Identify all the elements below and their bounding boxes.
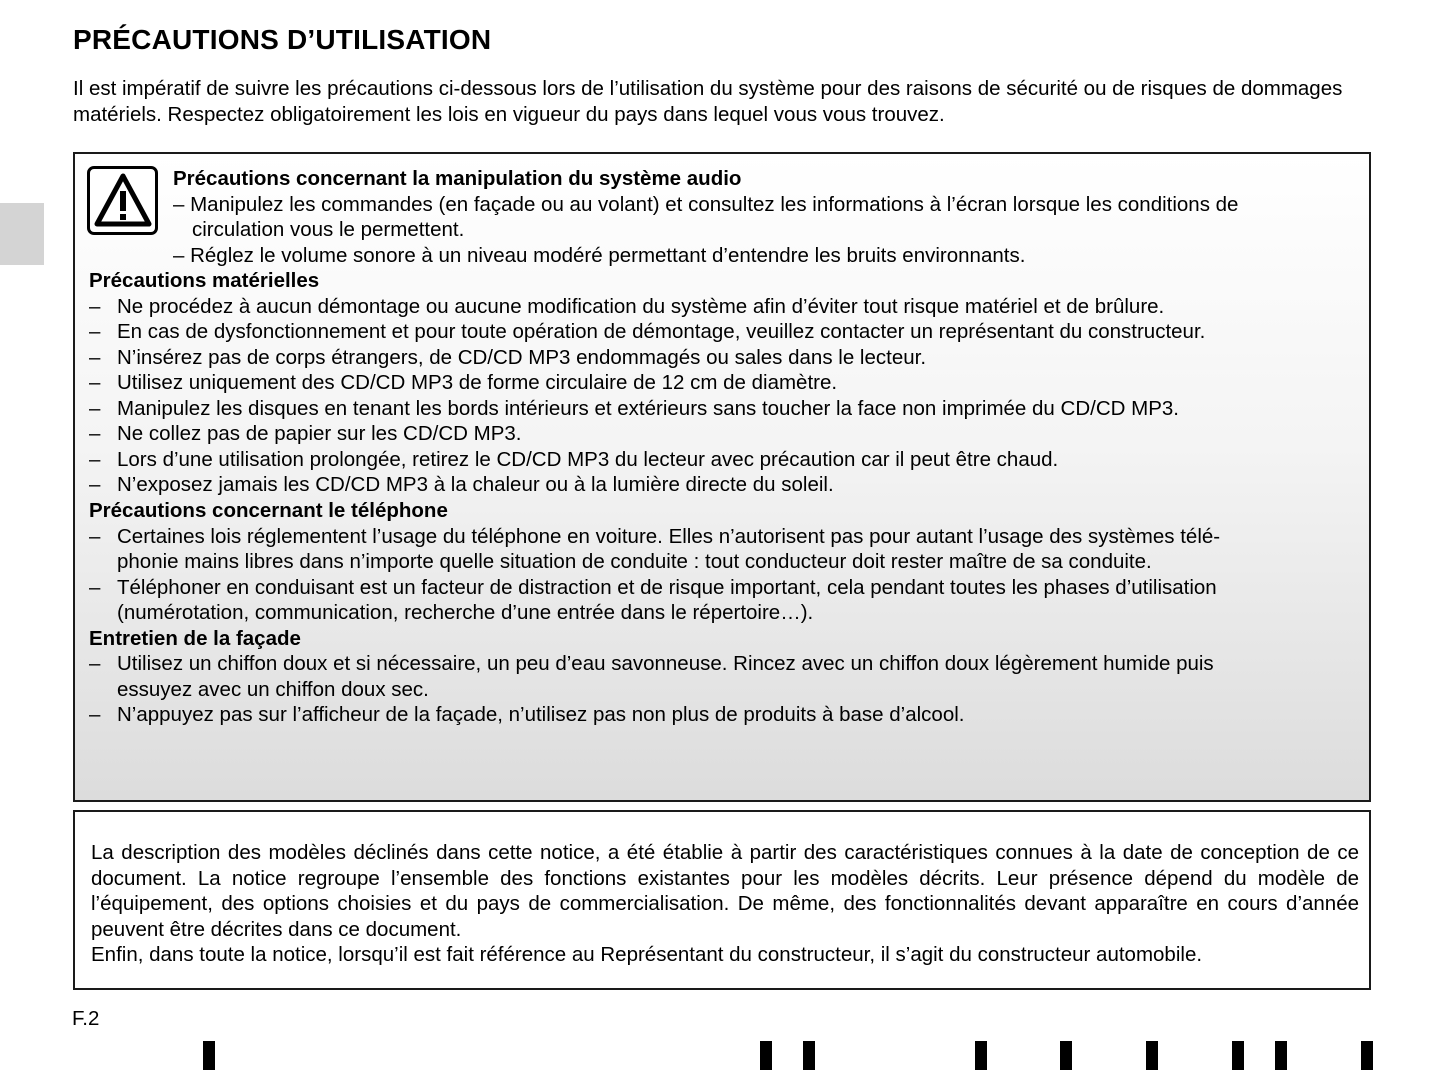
list-item-text: Lors d’une utilisation prolongée, retirez le CD/CD MP3 du lecteur avec précaution car il peut être chaud. <box>117 448 1059 471</box>
audio-item-2: – Réglez le volume sonore à un niveau modéré permettant d’entendre les bruits environnants. <box>173 244 1026 267</box>
list-item-text: N’appuyez pas sur l’afficheur de la façade, n’utilisez pas non plus de produits à base d’alcool. <box>117 703 965 726</box>
notice-text <box>91 840 1359 968</box>
registration-mark <box>203 1041 215 1070</box>
list-item-text: essuyez avec un chiffon doux sec. <box>117 678 429 701</box>
list-item-text: Utilisez un chiffon doux et si nécessaire, un peu d’eau savonneuse. Rincez avec un chiffon doux légèrement humide puis <box>117 652 1214 675</box>
dash: – <box>89 320 101 343</box>
page-title: PRÉCAUTIONS D’UTILISATION <box>73 24 492 55</box>
notice-paragraph-1: La description des modèles déclinés dans cette notice, a été établie à partir des caractéristiques connues à la date de conception de ce document. La notice regroupe l’ensemble des fonctions existantes pour les modèles décrits. Leur présence dépend du modèle de l’équipement, des options choisies et du pays de commercialisation. De même, des fonctionnalités devant apparaître en cours d’année peuvent être décrites dans ce document. <box>91 841 1359 941</box>
dash: – <box>89 397 101 420</box>
registration-mark <box>1275 1041 1287 1070</box>
materiel-heading: Précautions matérielles <box>89 269 320 292</box>
facade-heading: Entretien de la façade <box>89 627 301 650</box>
list-item-text: En cas de dysfonctionnement et pour toute opération de démontage, veuillez contacter un représentant du constructeur. <box>117 320 1206 343</box>
registration-mark <box>1060 1041 1072 1070</box>
list-item-text: Ne collez pas de papier sur les CD/CD MP3. <box>117 422 522 445</box>
dash: – <box>89 703 101 726</box>
side-tab-marker <box>0 203 44 265</box>
list-item-text: Téléphoner en conduisant est un facteur de distraction et de risque important, cela pendant toutes les phases d’utilisation <box>117 576 1217 599</box>
precautions-box <box>73 152 1371 802</box>
telephone-heading: Précautions concernant le téléphone <box>89 499 448 522</box>
dash: – <box>89 448 101 471</box>
dash: – <box>89 346 101 369</box>
notice-paragraph-2: Enfin, dans toute la notice, lorsqu’il est fait référence au Représentant du constructeur, il s’agit du constructeur automobile. <box>91 943 1203 966</box>
registration-mark <box>1232 1041 1244 1070</box>
dash: – <box>89 576 101 599</box>
dash: – <box>89 371 101 394</box>
dash: – <box>89 295 101 318</box>
registration-mark <box>1146 1041 1158 1070</box>
list-item-text: N’insérez pas de corps étrangers, de CD/CD MP3 endommagés ou sales dans le lecteur. <box>117 346 927 369</box>
list-item-text: phonie mains libres dans n’importe quelle situation de conduite : tout conducteur doit rester maître de sa conduite. <box>117 550 1152 573</box>
dash: – <box>89 525 101 548</box>
list-item-text: Certaines lois réglementent l’usage du téléphone en voiture. Elles n’autorisent pas pour autant l’usage des systèmes télé- <box>117 525 1221 548</box>
list-item-text: Ne procédez à aucun démontage ou aucune modification du système afin d’éviter tout risque matériel et de brûlure. <box>117 295 1165 318</box>
list-item-text: Manipulez les disques en tenant les bords intérieurs et extérieurs sans toucher la face non imprimée du CD/CD MP3. <box>117 397 1179 420</box>
notice-box <box>73 810 1371 990</box>
dash: – <box>89 473 101 496</box>
registration-mark <box>1361 1041 1373 1070</box>
registration-mark <box>760 1041 772 1070</box>
list-item-text: Utilisez uniquement des CD/CD MP3 de forme circulaire de 12 cm de diamètre. <box>117 371 838 394</box>
list-item-text: (numérotation, communication, recherche d’une entrée dans le répertoire…). <box>117 601 814 624</box>
warning-triangle-icon <box>87 166 158 235</box>
audio-item-1-cont: circulation vous le permettent. <box>192 218 465 241</box>
page-number: F.2 <box>72 1007 100 1030</box>
dash: – <box>89 422 101 445</box>
dash: – <box>89 652 101 675</box>
intro-paragraph: Il est impératif de suivre les précautions ci-dessous lors de l’utilisation du système pour des raisons de sécurité ou de risques de dommages matériels. Respectez obligatoirement les lois en vigueur du pays dans lequel vous vous trouvez. <box>73 77 1343 126</box>
audio-heading: Précautions concernant la manipulation du système audio <box>173 167 742 190</box>
registration-mark <box>975 1041 987 1070</box>
audio-item-1: – Manipulez les commandes (en façade ou au volant) et consultez les informations à l’écran lorsque les conditions de <box>173 193 1239 216</box>
list-item-text: N’exposez jamais les CD/CD MP3 à la chaleur ou à la lumière directe du soleil. <box>117 473 834 496</box>
registration-mark <box>803 1041 815 1070</box>
